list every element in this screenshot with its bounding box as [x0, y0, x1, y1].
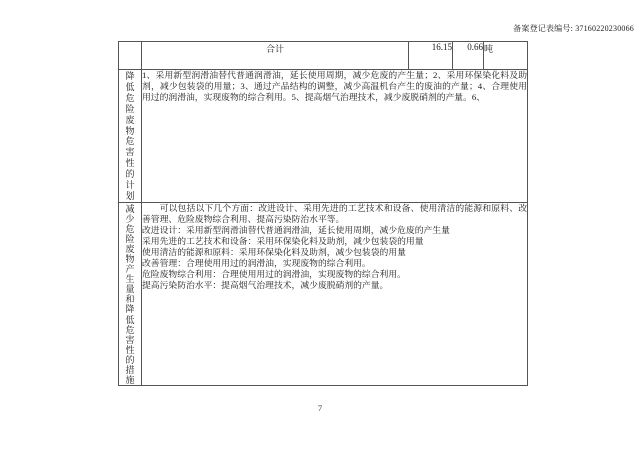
table-row-measures: [119, 203, 528, 386]
measures-line-5: 危险废物综合利用：合理使用用过的润滑油，实现废物的综合利用。: [142, 269, 406, 279]
measures-content-cell: [142, 203, 528, 386]
measures-line-3: 使用清洁的能源和原料：采用环保染化料及助剂，减少包装袋的用量: [142, 247, 406, 257]
measures-line-1: 改进设计：采用新型润滑油替代普通润滑油，延长使用周期，减少危废的产生量: [142, 225, 450, 235]
plan-content-cell: [142, 70, 528, 203]
total-unit-cell: 吨: [484, 42, 528, 70]
plan-side-label-cell: [119, 70, 142, 203]
table-row-total: [119, 42, 528, 70]
table-row-plan: [119, 70, 528, 203]
total-label-cell: 合计: [142, 42, 409, 70]
measures-line-4: 改善管理：合理使用用过的润滑油，实现废物的综合利用。: [142, 258, 371, 268]
plan-content-text: 1、采用新型润滑油替代普通润滑油，延长使用周期，减少危废的产生量；2、采用环保染化料及助剂，减少包装袋的用量；3、通过产品结构的调整，减少高温机台产生的废油的产量；4、合理使用用过的润滑油，实现废物的综合利用。5、提高烟气治理技术，减少废脱硝剂的产量。6、: [142, 70, 527, 102]
hazardous-waste-form-table: [118, 41, 528, 386]
measures-line-6: 提高污染防治水平：提高烟气治理技术，减少废脱硝剂的产量。: [142, 280, 389, 290]
total-value2-cell: 0.66: [453, 42, 484, 70]
registration-form-number: 备案登记表编号: 37160220230066: [513, 24, 634, 33]
measures-intro-text: 可以包括以下几个方面：改进设计、采用先进的工艺技术和设备、使用清洁的能源和原料、改善管理、危险废物综合利用、提高污染防治水平等。: [142, 203, 527, 224]
measures-side-label-cell: [119, 203, 142, 386]
measures-vertical-label: 减少危险废物产生量和降低危害性的措施: [125, 204, 135, 385]
total-value1-cell: 16.15: [409, 42, 453, 70]
corner-cell: [119, 42, 142, 70]
plan-vertical-label: 降低危险废物危害性的计划: [125, 71, 135, 201]
measures-line-2: 采用先进的工艺技术和设备：采用环保染化料及助剂，减少包装袋的用量: [142, 236, 424, 246]
page-number: 7: [317, 403, 323, 413]
